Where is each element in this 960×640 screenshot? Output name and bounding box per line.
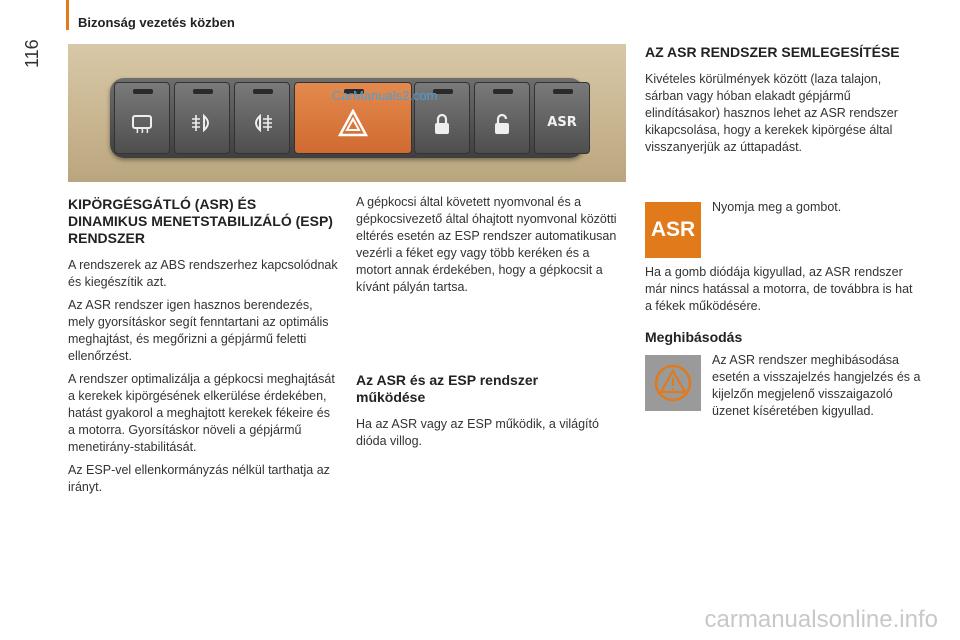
esp-intro-paragraph: A gépkocsi által követett nyomvonal és a gépkocsivezető által óhajtott nyomvonal közötti eltérés esetén az ESP rendszer automatikusan vezérli a féket egy vagy több keréken és a motort annak érdekében, hogy a gépkocsit a kívánt pályán tartsa. (356, 195, 617, 294)
front-fog-icon (175, 113, 229, 138)
led-info (645, 264, 915, 321)
operation-heading: Az ASR és az ESP rendszer működése (356, 372, 539, 405)
asr-esp-heading: KIPÖRGÉSGÁTLÓ (ASR) ÉS DINAMIKUS MENETSTABILIZÁLÓ (ESP) RENDSZER (68, 196, 333, 246)
warning-triangle-icon (653, 363, 693, 403)
unlock-icon (475, 113, 529, 140)
paragraph: Az ASR rendszer igen hasznos berendezés, mely gyorsításkor segít fenntartani az optimális meghajtást, és megőrizni a gépjármű feletti ellenőrzést. (68, 298, 329, 363)
paragraph: A rendszerek az ABS rendszerhez kapcsolódnak és kiegészítik azt. (68, 258, 338, 289)
section-accent-bar (66, 0, 69, 30)
footer-watermark: carmanualsonline.info (704, 606, 938, 633)
page-number-text: 116 (22, 39, 42, 68)
front-fog-button (174, 82, 230, 154)
asr-label: ASR (650, 218, 696, 241)
asr-disable-heading: AZ ASR RENDSZER SEMLEGESÍTÉSE (645, 44, 900, 60)
led-indicator (193, 89, 213, 94)
unlock-button (474, 82, 530, 154)
asr-button (534, 82, 590, 154)
paragraph: Az ESP-vel ellenkormányzás nélkül tarthatja az irányt. (68, 463, 330, 494)
operation-paragraph: Ha az ASR vagy az ESP működik, a világító dióda villog. (356, 417, 599, 448)
press-instruction (712, 199, 922, 222)
column-left (68, 196, 338, 502)
fault-info (712, 352, 922, 426)
led-indicator (133, 89, 153, 94)
column-right (645, 44, 925, 162)
rear-fog-button (234, 82, 290, 154)
dashboard-buttons-photo (68, 44, 626, 182)
paragraph: A rendszer optimalizálja a gépkocsi meghajtását a kerekek kipörgésének elkerülése érdekében, hatást gyakorol a meghajtott kerekek fékeire és a motorra. Gyorsításkor növeli a gépjármű menetirány-stabilitását. (68, 372, 335, 454)
warning-light-icon (645, 355, 701, 411)
rear-fog-icon (235, 113, 289, 138)
rear-defrost-button (114, 82, 170, 154)
page-number (22, 39, 43, 68)
fault-section (645, 329, 915, 346)
led-text: Ha a gomb diódája kigyullad, az ASR rendszer már nincs hatással a motorra, de továbbra is hat a fékek működésére. (645, 265, 913, 313)
asr-button-icon (645, 202, 701, 258)
asr-disable-intro: Kivételes körülmények között (laza talajon, sárban vagy hóban elakadt gépjármű elindításakor) hasznos lehet az ASR rendszer kikapcsolása, hogy a kerekek kipörgése által visszanyerjük az úttapadást. (645, 72, 898, 154)
photo-watermark: CarManuals2.com (332, 88, 438, 103)
led-indicator (553, 89, 573, 94)
fault-heading: Meghibásodás (645, 329, 743, 345)
fault-text: Az ASR rendszer meghibásodása esetén a visszajelzés hangjelzés és a kijelzőn megjelenő visszaigazoló üzenet kíséretében kigyullad. (712, 353, 921, 418)
column-middle (356, 194, 626, 456)
led-indicator (253, 89, 273, 94)
press-text: Nyomja meg a gombot. (712, 200, 842, 214)
lock-icon (415, 113, 469, 140)
hazard-icon (295, 109, 411, 142)
led-indicator (493, 89, 513, 94)
section-title: Bizonság vezetés közben (78, 15, 235, 30)
rear-defrost-icon (115, 113, 169, 138)
asr-icon: ASR (547, 115, 577, 130)
